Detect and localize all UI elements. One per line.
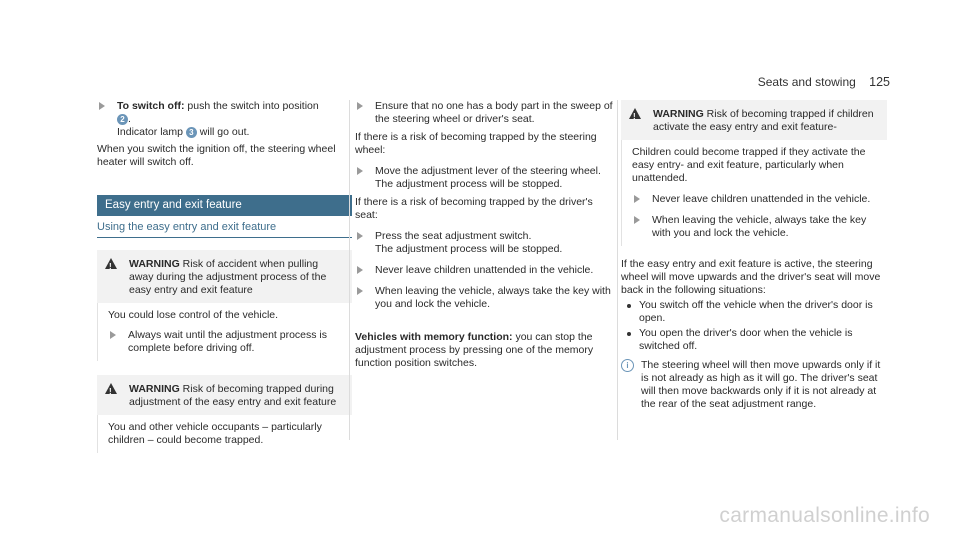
arrow-icon: [634, 216, 640, 224]
memory-label: Vehicles with memory function:: [355, 331, 513, 343]
lamp-text-a: Indicator lamp: [117, 126, 183, 138]
warning-label: WARNING: [653, 108, 704, 120]
warning-bullet-text: When leaving the vehicle, always take the key with you and lock the vehicle.: [652, 214, 867, 239]
lamp-badge: 3: [186, 127, 197, 138]
section-subtitle: Using the easy entry and exit feature: [97, 221, 352, 238]
info-text: The steering wheel will then move upwards only if it is not already as high as it will go. The driver's seat will then move backwards only if it is not already at the rear of the seat adjustment range.: [641, 359, 881, 410]
memory-paragraph: [355, 331, 617, 370]
bullet-dot: [627, 304, 631, 308]
step-bullet: [355, 264, 617, 277]
watermark: carmanualsonline.info: [719, 504, 930, 527]
column-1: [97, 100, 352, 453]
step-result: The adjustment process will be stopped.: [375, 178, 563, 190]
warning-body: You could lose control of the vehicle.: [108, 309, 279, 321]
warning-bullet-text: Always wait until the adjustment process is complete before driving off.: [128, 329, 328, 354]
list-item-text: You switch off the vehicle when the driver's door is open.: [639, 299, 873, 324]
column-2: [355, 100, 617, 370]
position-after: .: [128, 113, 131, 125]
step-result: The adjustment process will be stopped.: [375, 243, 563, 255]
page-header: [758, 75, 890, 89]
info-note: [621, 359, 887, 411]
arrow-icon: [110, 331, 116, 339]
paragraph: If there is a risk of becoming trapped by the driver's seat:: [355, 196, 593, 221]
warning-body: Children could become trapped if they activate the easy entry- and exit feature, particularly when unattended.: [632, 146, 866, 184]
switch-off-label: To switch off:: [117, 100, 185, 112]
list-item: [621, 327, 887, 353]
page-number: 125: [869, 75, 890, 89]
ignition-text: When you switch the ignition off, the steering wheel heater will switch off.: [97, 143, 336, 168]
warning-bullet: [108, 329, 344, 355]
warning-icon: !: [629, 108, 641, 119]
warning-bullet-text: Never leave children unattended in the vehicle.: [652, 193, 871, 205]
arrow-icon: [357, 102, 363, 110]
warning-label: WARNING: [129, 383, 180, 395]
warning-bullet: [632, 193, 879, 206]
warning-icon: !: [105, 258, 117, 269]
arrow-icon: [99, 102, 105, 110]
arrow-icon: [357, 266, 363, 274]
switch-off-step: [97, 100, 352, 139]
paragraph: If there is a risk of becoming trapped by the steering wheel:: [355, 131, 597, 156]
position-badge: 2: [117, 114, 128, 125]
warning-icon: !: [105, 383, 117, 394]
arrow-icon: [357, 287, 363, 295]
step-bullet: [355, 285, 617, 311]
step-bullet: [355, 100, 617, 126]
switch-off-text: push the switch into position: [184, 100, 319, 112]
column-3: [621, 100, 887, 411]
step-bullet: [355, 230, 617, 256]
step-text: Move the adjustment lever of the steering wheel.: [375, 165, 601, 177]
info-icon: i: [621, 359, 634, 372]
warning-box-3: [621, 100, 887, 246]
step-bullet: [355, 165, 617, 191]
list-item: [621, 299, 887, 325]
list-item-text: You open the driver's door when the vehicle is switched off.: [639, 327, 853, 352]
bullet-dot: [627, 332, 631, 336]
warning-bullet: [632, 214, 879, 240]
step-text: Press the seat adjustment switch.: [375, 230, 532, 242]
warning-text: Risk of becoming trapped if children activate the easy entry and exit feature-: [653, 108, 874, 133]
section-name: Seats and stowing: [757, 75, 856, 89]
arrow-icon: [357, 167, 363, 175]
warning-box-1: [97, 250, 352, 361]
paragraph: If the easy entry and exit feature is active, the steering wheel will move upwards and the driver's seat will move back in the following situations:: [621, 258, 881, 296]
warning-box-2: [97, 375, 352, 453]
arrow-icon: [634, 195, 640, 203]
warning-text: Risk of becoming trapped during adjustment of the easy entry and exit feature: [129, 383, 337, 408]
column-divider: [349, 100, 350, 440]
warning-label: WARNING: [129, 258, 180, 270]
step-text: When leaving the vehicle, always take the key with you and lock the vehicle.: [375, 285, 611, 310]
warning-text: Risk of accident when pulling away during the adjustment process of the easy entry and exit feature: [129, 258, 327, 296]
lamp-text-b: will go out.: [199, 126, 250, 138]
arrow-icon: [357, 232, 363, 240]
step-text: Ensure that no one has a body part in the sweep of the steering wheel or driver's seat.: [375, 100, 613, 125]
column-divider: [617, 100, 618, 440]
section-title: Easy entry and exit feature: [97, 195, 352, 216]
step-text: Never leave children unattended in the vehicle.: [375, 264, 594, 276]
memory-text: you can stop the adjustment process by pressing one of the memory function position switches.: [355, 331, 594, 369]
warning-body: You and other vehicle occupants – particularly children – could become trapped.: [108, 421, 322, 446]
